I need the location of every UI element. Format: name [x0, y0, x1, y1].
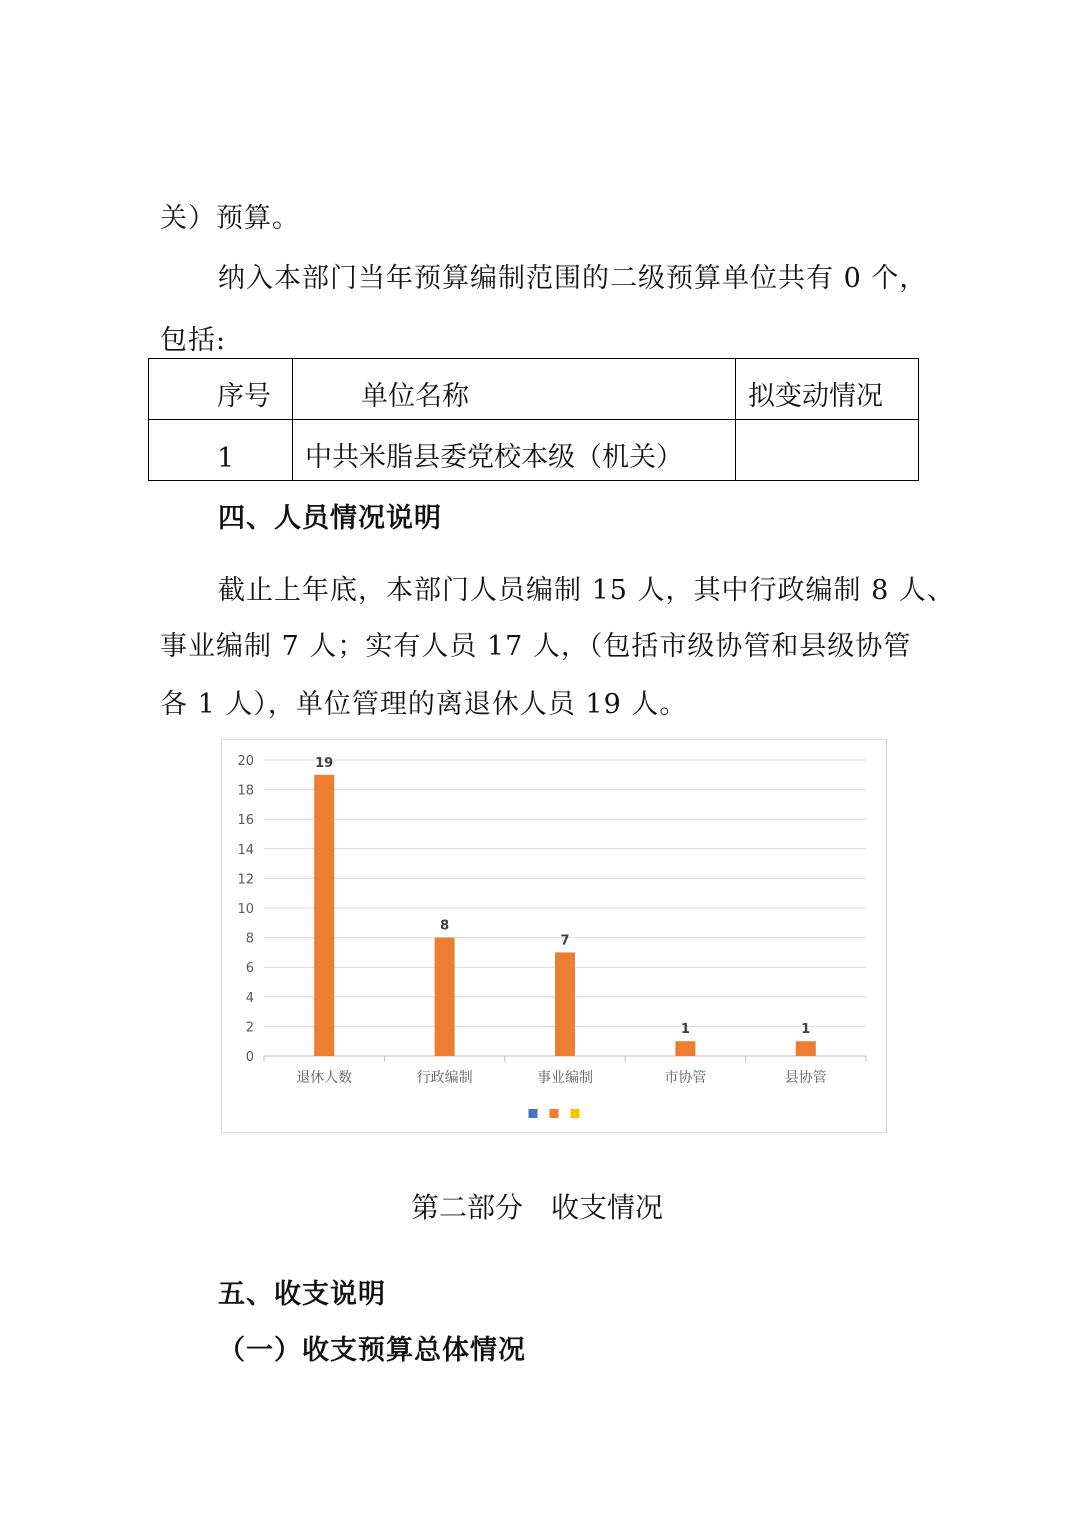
y-tick-label: 16 — [237, 813, 254, 829]
x-tick-label: 行政编制 — [416, 1070, 473, 1086]
paragraph-continuation: 关）预算。 — [160, 203, 300, 234]
staff-chart — [221, 739, 887, 1133]
staff-bar-chart — [222, 740, 886, 1132]
table-cell — [149, 420, 293, 481]
data-label: 19 — [315, 755, 334, 771]
section-heading-staff: 四、人员情况说明 — [218, 503, 442, 534]
paragraph-secondary-units: 纳入本部门当年预算编制范围的二级预算单位共有 0 个， — [218, 263, 928, 294]
secondary-units-table — [148, 358, 919, 481]
table-cell — [293, 420, 736, 481]
legend-swatch — [529, 1109, 538, 1118]
staff-line-1: 截止上年底，本部门人员编制 15 人，其中行政编制 8 人、 — [218, 575, 955, 606]
y-tick-label: 0 — [245, 1050, 254, 1065]
table-header-cell — [149, 359, 293, 420]
header-change: 拟变动情况 — [748, 381, 883, 412]
bar — [555, 952, 575, 1056]
header-unit-name: 单位名称 — [361, 381, 469, 412]
bar — [796, 1041, 816, 1056]
cell-change — [736, 474, 918, 480]
part-title: 第二部分 收支情况 — [410, 1191, 663, 1224]
cell-index: 1 — [217, 443, 235, 474]
staff-line-3: 各 1 人），单位管理的离退休人员 19 人。 — [160, 689, 688, 720]
x-tick-label: 县协管 — [784, 1070, 827, 1086]
x-tick-label: 市协管 — [664, 1070, 707, 1086]
table-row — [149, 420, 919, 481]
table-header-row — [149, 359, 919, 420]
staff-line-2: 事业编制 7 人；实有人员 17 人，（包括市级协管和县级协管 — [160, 631, 912, 662]
table-header-cell — [736, 359, 919, 420]
paragraph-including: 包括: — [160, 325, 227, 356]
x-tick-label: 退休人数 — [296, 1070, 353, 1086]
y-tick-label: 8 — [245, 931, 254, 947]
legend-swatch — [571, 1109, 580, 1118]
y-tick-label: 10 — [237, 902, 254, 917]
bar — [314, 775, 334, 1056]
bar — [675, 1041, 695, 1056]
y-tick-label: 4 — [245, 990, 254, 1006]
table-header-cell — [293, 359, 736, 420]
data-label: 8 — [440, 918, 450, 934]
x-tick-label: 事业编制 — [537, 1070, 593, 1086]
y-tick-label: 2 — [245, 1020, 254, 1036]
header-index: 序号 — [217, 381, 271, 412]
bar — [435, 938, 455, 1056]
legend-swatch — [550, 1109, 559, 1118]
y-tick-label: 14 — [237, 842, 254, 858]
y-tick-label: 18 — [237, 783, 254, 799]
section-heading-budget: 五、收支说明 — [218, 1279, 386, 1310]
y-tick-label: 6 — [245, 961, 254, 977]
data-label: 7 — [560, 933, 570, 949]
data-label: 1 — [801, 1022, 811, 1038]
table-cell — [736, 420, 919, 481]
subsection-heading-overall: （一）收支预算总体情况 — [218, 1335, 526, 1366]
data-label: 1 — [680, 1022, 690, 1038]
y-tick-label: 12 — [237, 872, 254, 888]
cell-unit-name: 中共米脂县委党校本级（机关） — [305, 442, 683, 473]
y-tick-label: 20 — [237, 754, 254, 769]
